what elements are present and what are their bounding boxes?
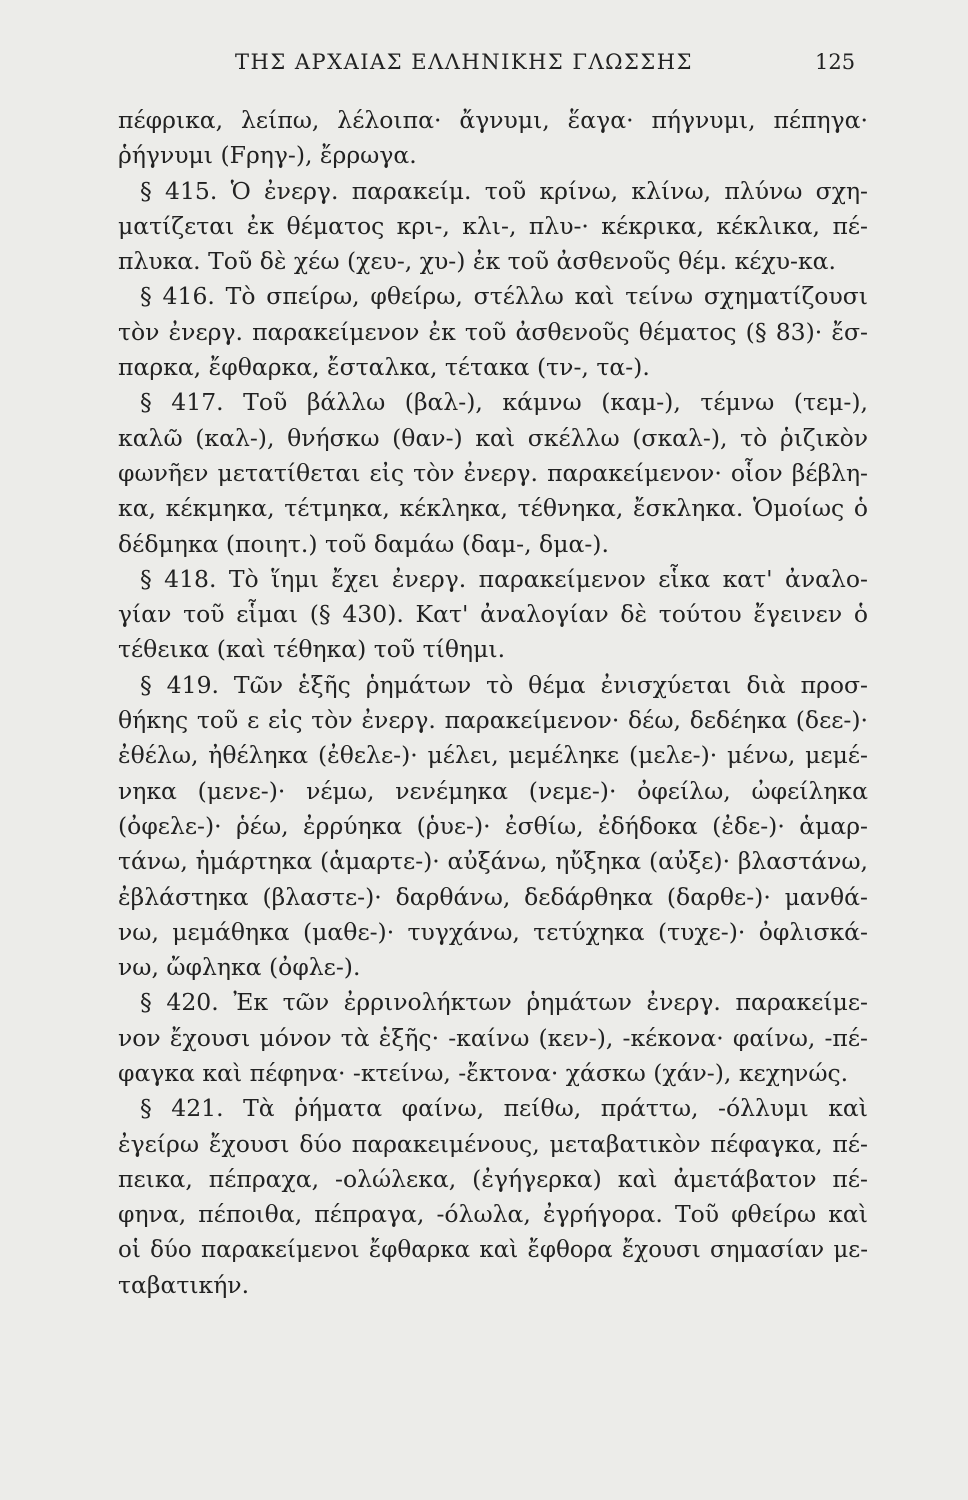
text-line: οἱ δύο παρακείμενοι ἔφθαρκα καὶ ἔφθορα ἔχουσι σημασίαν με- bbox=[118, 1236, 868, 1263]
text-line: παρκα, ἔφθαρκα, ἔσταλκα, τέτακα (τν-, τα-). bbox=[118, 353, 650, 382]
text-line: φηνα, πέποιθα, πέπραγα, -όλωλα, ἐγρήγορα. Τοῦ φθείρω καὶ bbox=[118, 1200, 868, 1229]
page-header bbox=[0, 50, 968, 80]
text-line: ῥήγνυμι (Fρηγ-), ἔρρωγα. bbox=[118, 141, 417, 170]
text-line: ἐθέλω, ἠθέληκα (ἐθελε-)· μέλει, μεμέληκε (μελε-)· μένω, μεμέ- bbox=[118, 741, 868, 770]
text-line: § 418. Τὸ ἵημι ἔχει ἐνεργ. παρακείμενον εἷκα κατ' ἀναλο- bbox=[140, 564, 868, 593]
text-line: φαγκα καὶ πέφηνα· -κτείνω, -ἔκτονα· χάσκω (χάν-), κεχηνώς. bbox=[118, 1059, 849, 1088]
text-line: § 415. Ὁ ἐνεργ. παρακείμ. τοῦ κρίνω, κλίνω, πλύνω σχη- bbox=[140, 176, 868, 205]
text-line: δέδμηκα (ποιητ.) τοῦ δαμάω (δαμ-, δμα-). bbox=[118, 529, 609, 558]
page-number: 125 bbox=[815, 50, 856, 74]
text-line: ταβατικήν. bbox=[118, 1270, 250, 1299]
text-line: νω, μεμάθηκα (μαθε-)· τυγχάνω, τετύχηκα (τυχε-)· ὀφλισκά- bbox=[118, 917, 868, 946]
text-line: κα, κέκμηκα, τέτμηκα, κέκληκα, τέθνηκα, ἔσκληκα. Ὁμοίως ὁ bbox=[118, 494, 868, 523]
text-line: ἐβλάστηκα (βλαστε-)· δαρθάνω, δεδάρθηκα (δαρθε-)· μανθά- bbox=[118, 882, 868, 911]
text-line: θήκης τοῦ ε εἰς τὸν ἐνεργ. παρακείμενον· δέω, δεδέηκα (δεε-)· bbox=[118, 706, 868, 735]
text-line: ἐγείρω ἔχουσι δύο παρακειμένους, μεταβατικὸν πέφαγκα, πέ- bbox=[118, 1129, 868, 1158]
text-line: § 416. Τὸ σπείρω, φθείρω, στέλλω καὶ τείνω σχηματίζουσι bbox=[140, 282, 868, 311]
text-line: (ὀφελε-)· ῥέω, ἐρρύηκα (ῥυε-)· ἐσθίω, ἐδήδοκα (ἐδε-)· ἁμαρ- bbox=[118, 811, 868, 840]
text-line: φωνῆεν μετατίθεται εἰς τὸν ἐνεργ. παρακείμενον· οἷον βέβλη- bbox=[118, 458, 868, 487]
running-title: ΤΗΣ ΑΡΧΑΙΑΣ ΕΛΛΗΝΙΚΗΣ ΓΛΩΣΣΗΣ bbox=[235, 50, 693, 74]
text-line: ματίζεται ἐκ θέματος κρι-, κλι-, πλυ-· κέκρικα, κέκλικα, πέ- bbox=[118, 211, 868, 240]
text-line: πλυκα. Τοῦ δὲ χέω (χευ-, χυ-) ἐκ τοῦ ἀσθενοῦς θέμ. κέχυ-κα. bbox=[118, 247, 836, 276]
text-line: νηκα (μενε-)· νέμω, νενέμηκα (νεμε-)· ὀφείλω, ὠφείληκα bbox=[118, 776, 868, 805]
text-line: καλῶ (καλ-), θνήσκω (θαν-) καὶ σκέλλω (σκαλ-), τὸ ῥιζικὸν bbox=[118, 423, 868, 452]
text-line: § 420. Ἐκ τῶν ἐρρινολήκτων ῥημάτων ἐνεργ. παρακείμε- bbox=[140, 988, 868, 1017]
text-line: γίαν τοῦ εἷμαι (§ 430). Κατ' ἀναλογίαν δὲ τούτου ἔγεινεν ὁ bbox=[118, 600, 868, 629]
text-line: νον ἔχουσι μόνον τὰ ἑξῆς· -καίνω (κεν-), -κέκονα· φαίνω, -πέ- bbox=[118, 1023, 868, 1052]
text-line: § 417. Τοῦ βάλλω (βαλ-), κάμνω (καμ-), τέμνω (τεμ-), bbox=[140, 388, 868, 417]
text-line: τὸν ἐνεργ. παρακείμενον ἐκ τοῦ ἀσθενοῦς θέματος (§ 83)· ἔσ- bbox=[118, 317, 868, 346]
text-line: πέφρικα, λείπω, λέλοιπα· ἄγνυμι, ἕαγα· πήγνυμι, πέπηγα· bbox=[118, 106, 868, 134]
text-line: § 419. Τῶν ἑξῆς ῥημάτων τὸ θέμα ἐνισχύεται διὰ προσ- bbox=[140, 670, 868, 699]
text-line: πεικα, πέπραχα, -ολώλεκα, (ἐγήγερκα) καὶ ἀμετάβατον πέ- bbox=[118, 1164, 868, 1193]
text-line: τέθεικα (καὶ τέθηκα) τοῦ τίθημι. bbox=[118, 635, 506, 664]
text-line: νω, ὤφληκα (ὀφλε-). bbox=[118, 953, 361, 982]
text-line: § 421. Τὰ ῥήματα φαίνω, πείθω, πράττω, -όλλυμι καὶ bbox=[140, 1094, 868, 1123]
body-text bbox=[118, 103, 868, 1303]
text-line: τάνω, ἡμάρτηκα (ἁμαρτε-)· αὐξάνω, ηὔξηκα (αὐξε)· βλαστάνω, bbox=[118, 847, 868, 876]
